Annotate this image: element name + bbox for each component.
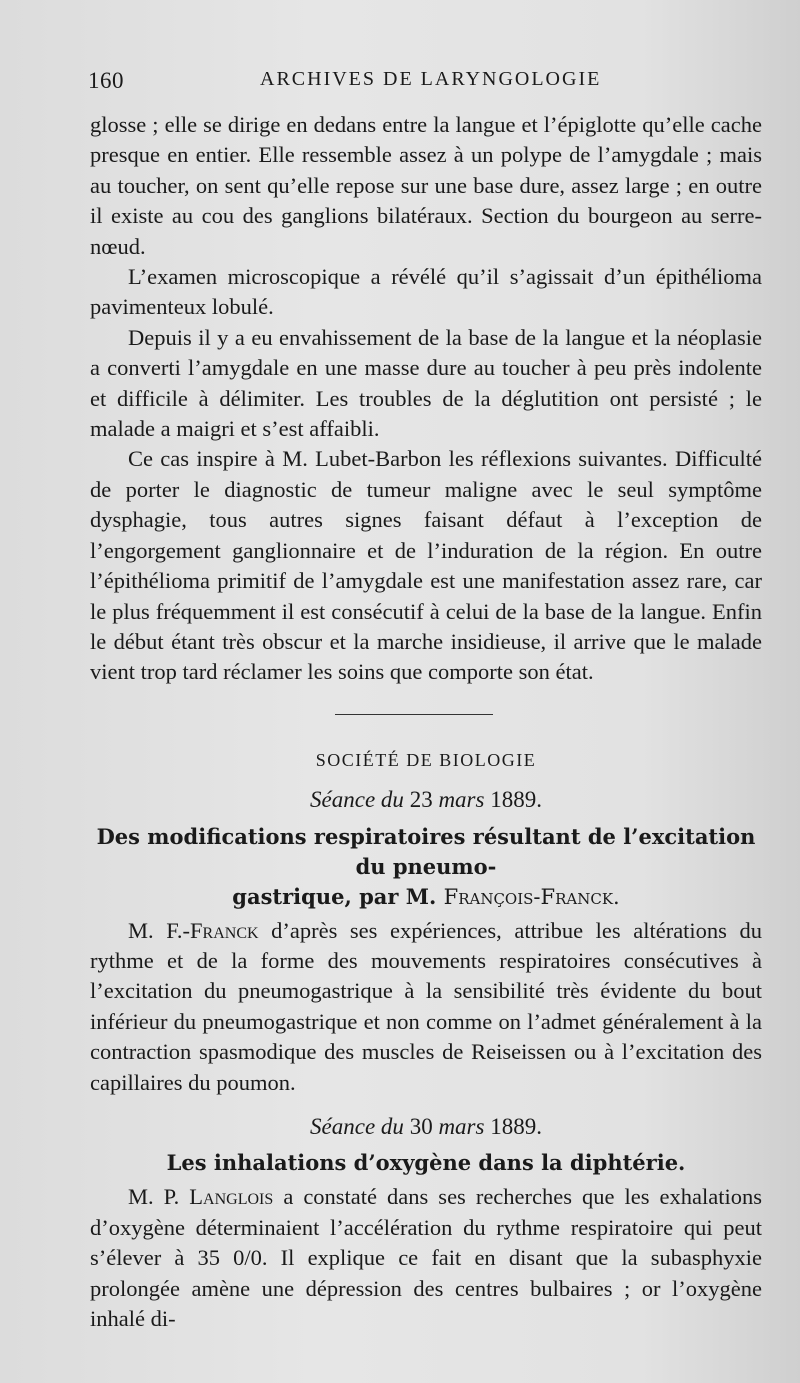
society-title: SOCIÉTÉ DE BIOLOGIE: [315, 749, 537, 770]
author-mention-2: M. P. Langlois: [128, 1184, 274, 1210]
page-number: 160: [88, 68, 124, 93]
session-date-month: mars: [438, 787, 485, 813]
paragraph-reflections: Ce cas inspire à M. Lubet-Barbon les réflexions suivantes. Difficulté de porter le diagnostic de tumeur maligne avec le seul symptôme dysphagie, tous autres signes faisant défaut à l’exception de l’engorgement ganglionnaire et de l’induration de la région. En outre l’épithélioma primitif de l’amygdale est une manifestation assez rare, car le plus fréquemment il est consécutif à celui de la base de la langue. Enfin le début étant très obscur et la marche insidieuse, il arrive que le malade vient trop tard réclamer les soins que comporte son état.: [90, 446, 762, 685]
article-author-name: François-Franck.: [443, 884, 620, 909]
session-date-year: 1889.: [490, 787, 542, 813]
paragraph-microscopic-exam: L’examen microscopique a révélé qu’il s’agissait d’un épithélioma pavimenteux lobulé.: [90, 264, 762, 320]
session-date-prefix: Séance du: [310, 1113, 404, 1139]
paragraph-langlois: [90, 1182, 762, 1334]
article-heading-1-line2: [90, 882, 762, 912]
author-mention-1: M. F.-Franck: [128, 917, 259, 943]
paragraph-progression: Depuis il y a eu envahissement de la base de la langue et la néoplasie a converti l’amygdale en une masse dure au toucher à peu près indolente et difficile à délimiter. Les troubles de la déglutition ont persisté ; le malade a maigri et s’est affaibli.: [90, 324, 762, 442]
session-date-prefix: Séance du: [310, 787, 404, 813]
article-heading-2: Les inhalations d’oxygène dans la diphtérie.: [166, 1150, 686, 1176]
page-body: [90, 110, 762, 1334]
session-date-day: 30: [409, 1113, 433, 1139]
article-heading-1: [90, 822, 762, 912]
running-title: ARCHIVES DE LARYNGOLOGIE: [260, 68, 602, 90]
session-date-2: [90, 1112, 762, 1142]
spacer: [90, 1098, 762, 1112]
session-date-1: [90, 785, 762, 815]
session-date-day: 23: [409, 787, 433, 813]
paragraph-francois-franck-text: d’après ses expériences, attribue les altérations du rythme et de la forme des mouvements respiratoires consécutives à l’excitation du pneumogastrique à la sensibilité très évidente du bout inférieur du pneumogastrique et non comme on l’admet généralement à la contraction spasmodique des muscles de Reiseissen ou à l’excitation des capillaires du poumon.: [90, 917, 763, 1095]
section-divider: [335, 714, 493, 715]
session-date-month: mars: [438, 1113, 485, 1139]
paragraph-langlois-text: a constaté dans ses recherches que les exhalations d’oxygène déterminaient l’accélération du rythme respiratoire qui peut s’élever à 35 0/0. Il explique ce fait en disant que la subasphyxie prolongée amène une dépression des centres bulbaires ; or l’oxygène inhalé di-: [90, 1184, 763, 1331]
paragraph-francois-franck: [90, 916, 762, 1098]
session-date-year: 1889.: [490, 1113, 542, 1139]
paragraph-continuation: glosse ; elle se dirige en dedans entre la langue et l’épiglotte qu’elle cache presque en entier. Elle ressemble assez à un polype de l’amygdale ; mais au toucher, on sent qu’elle repose sur une base dure, assez large ; en outre il existe au cou des ganglions bilatéraux. Section du bourgeon au serre-nœud.: [90, 112, 762, 259]
article-heading-1-line1: Des modifications respiratoires résultant de l’excitation du pneumo-: [96, 823, 756, 879]
article-heading-1-gastrique: gastrique, par M.: [232, 883, 437, 909]
